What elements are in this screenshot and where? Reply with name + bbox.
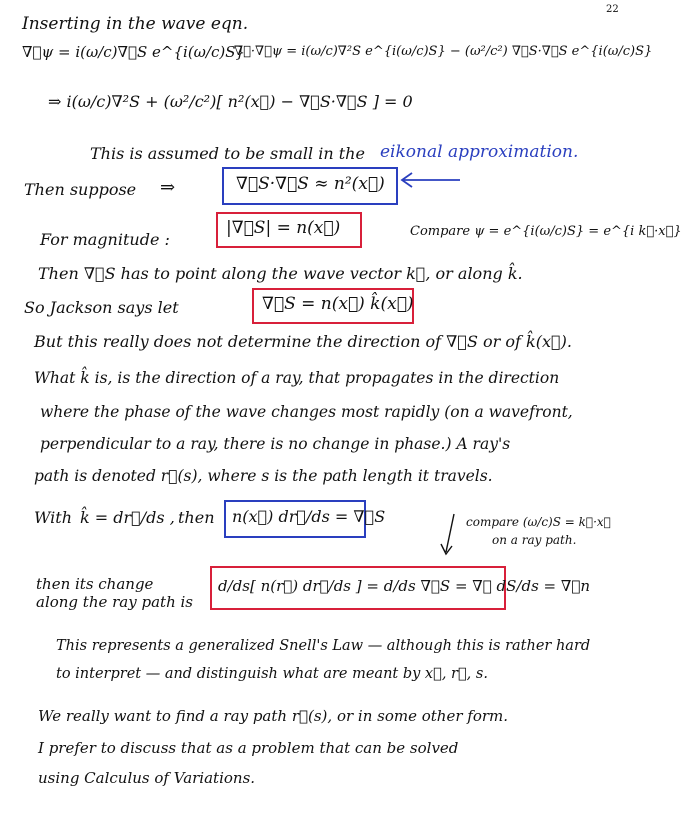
paragraph-line-2: where the phase of the wave changes most rapidly (on a wavefront, — [40, 403, 573, 421]
page-number: 22 — [606, 4, 619, 15]
khat-definition: k̂ = dr⃗/ds , — [80, 508, 175, 527]
paragraph-line-4: path is denoted r⃗(s), where s is the path length it travels. — [34, 467, 493, 485]
then-suppose: Then suppose — [24, 180, 137, 199]
compare-phase: compare (ω/c)S = k⃗·x⃗ — [466, 515, 611, 529]
note-eikonal-approximation: eikonal approximation. — [380, 142, 579, 162]
left-arrow-icon — [396, 170, 462, 190]
closing-line-3: using Calculus of Variations. — [38, 769, 256, 787]
jackson-equation: ∇⃗S = n(x⃗) k̂(x⃗) — [262, 294, 414, 314]
closing-line-2: I prefer to discuss that as a problem that can be solved — [38, 739, 459, 757]
equation-laplacian-psi: ∇⃗·∇⃗ψ = i(ω/c)∇²S e^{i(ω/c)S} − (ω²/c²) ∇⃗S·∇⃗S e^{i(ω/c)S} — [234, 44, 653, 59]
jackson-says-let: So Jackson says let — [24, 298, 179, 317]
snell-remark-line-1: This represents a generalized Snell's Law — although this is rather hard — [56, 638, 591, 654]
for-magnitude: For magnitude : — [40, 230, 170, 249]
change-along-path-line-2: along the ray path is — [36, 593, 193, 611]
heading: Inserting in the wave eqn. — [22, 14, 249, 34]
paragraph-line-1: What k̂ is, is the direction of a ray, that propagates in the direction — [34, 369, 560, 387]
paragraph-line-3: perpendicular to a ray, there is no change in phase.) A ray's — [40, 435, 511, 453]
closing-line-1: We really want to find a ray path r⃗(s), or in some other form. — [38, 707, 509, 725]
magnitude-equation: |∇⃗S| = n(x⃗) — [226, 218, 341, 238]
then-word: then — [178, 508, 215, 527]
eikonal-equation: ∇⃗S·∇⃗S ≈ n²(x⃗) — [236, 174, 385, 194]
equation-substituted: ⇒ i(ω/c)∇²S + (ω²/c²)[ n²(x⃗) − ∇⃗S·∇⃗S ] = 0 — [48, 92, 413, 111]
line-point-along-wave-vector: Then ∇⃗S has to point along the wave vector k⃗, or along k̂. — [38, 264, 523, 283]
down-arrow-icon — [438, 512, 460, 558]
compare-psi: Compare ψ = e^{i(ω/c)S} = e^{i k⃗·x⃗} — [410, 224, 682, 239]
ray-equation: n(x⃗) dr⃗/ds = ∇⃗S — [232, 507, 386, 526]
implies-arrow: ⇒ — [160, 177, 176, 198]
change-along-path-line-1: then its change — [36, 575, 154, 593]
compare-on-ray-path: on a ray path. — [492, 533, 577, 547]
not-determine-direction: But this really does not determine the direction of ∇⃗S or of k̂(x⃗). — [34, 332, 572, 351]
equation-gradient-psi: ∇⃗ψ = i(ω/c)∇⃗S e^{i(ω/c)S} — [22, 43, 246, 61]
snell-remark-line-2: to interpret — and distinguish what are meant by x⃗, r⃗, s. — [56, 666, 488, 682]
note-assumed-small: This is assumed to be small in the — [90, 144, 365, 163]
generalized-snell-equation: d/ds[ n(r⃗) dr⃗/ds ] = d/ds ∇⃗S = ∇⃗ dS/ds = ∇⃗n — [218, 577, 591, 595]
with-word: With — [34, 508, 73, 527]
